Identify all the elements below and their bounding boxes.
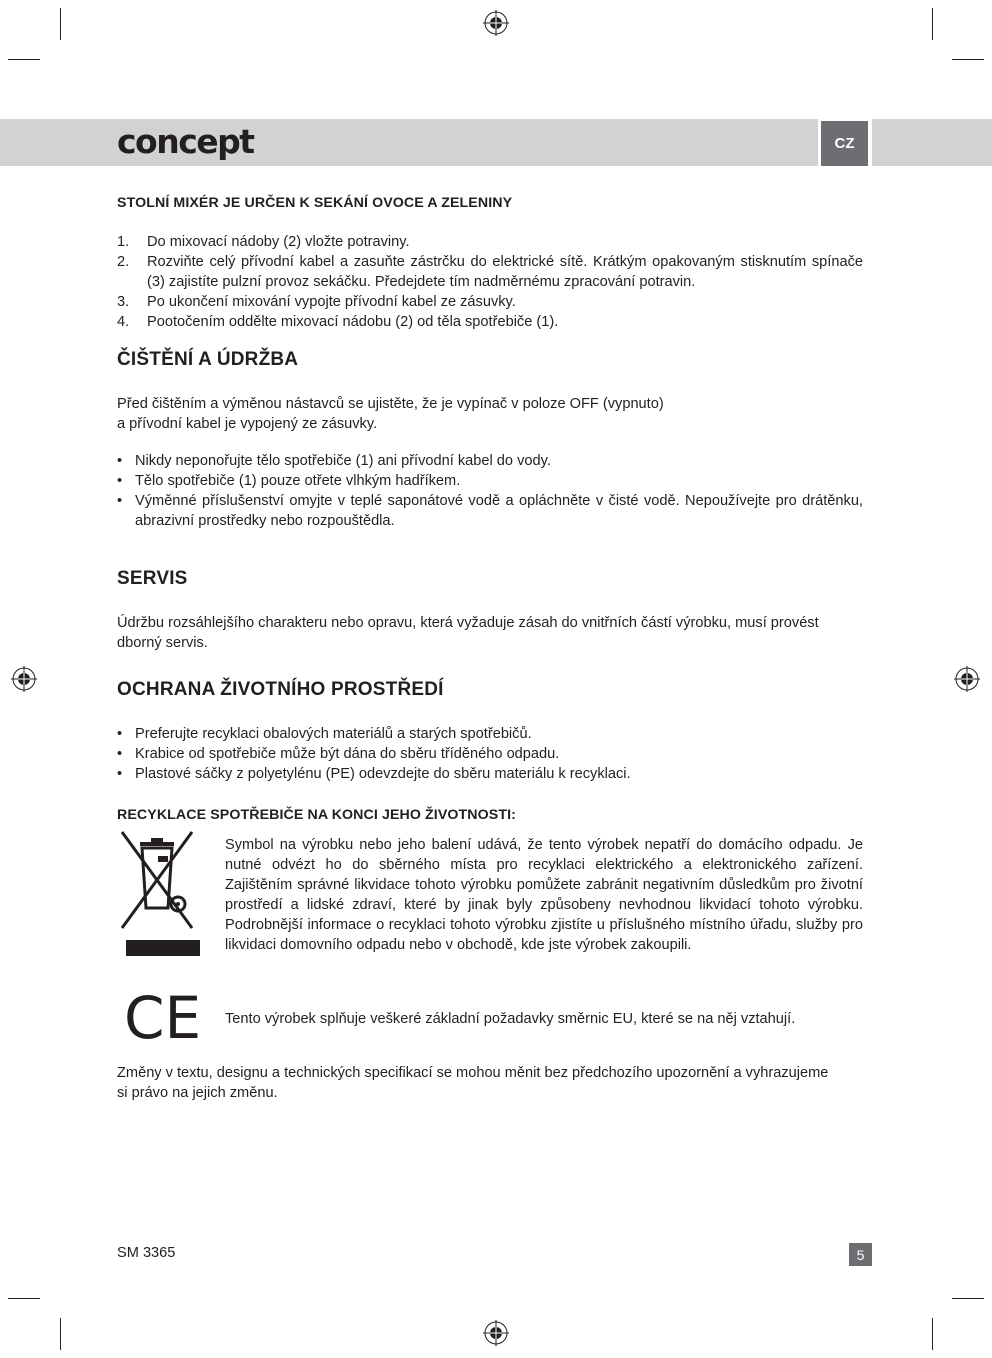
crop-mark bbox=[60, 1318, 61, 1350]
service-heading: SERVIS bbox=[117, 568, 188, 589]
list-item: 3. Po ukončení mixování vypojte přívodní kabel ze zásuvky. bbox=[117, 294, 516, 310]
page-number: 5 bbox=[849, 1243, 872, 1266]
list-item: • Plastové sáčky z polyetylénu (PE) odevzdejte do sběru materiálu k recyklaci. bbox=[117, 766, 631, 782]
environment-list bbox=[117, 724, 863, 784]
list-item: • Preferujte recyklaci obalových materiálů a starých spotřebičů. bbox=[117, 726, 532, 742]
disclaimer: Změny v textu, designu a technických specifikací se mohou měnit bez předchozího upozornění a vyhrazujeme si právo na jejich změnu. bbox=[117, 1065, 829, 1101]
crop-mark bbox=[952, 1298, 984, 1299]
crop-mark bbox=[8, 1298, 40, 1299]
crop-mark bbox=[932, 8, 933, 40]
registration-mark-icon bbox=[954, 666, 980, 692]
registration-mark-icon bbox=[483, 1320, 509, 1346]
svg-text:CE: CE bbox=[124, 989, 202, 1045]
service-text: Údržbu rozsáhlejšího charakteru nebo opravu, která vyžaduje zásah do vnitřních částí výrobku, musí provést dborný servis. bbox=[117, 615, 819, 651]
ce-mark-icon bbox=[124, 989, 204, 1045]
header-band-right bbox=[872, 119, 992, 166]
list-item: 1. Do mixovací nádoby (2) vložte potraviny. bbox=[117, 234, 410, 250]
list-item: • Krabice od spotřebiče může být dána do sběru tříděného odpadu. bbox=[117, 746, 560, 762]
svg-text:concept: concept bbox=[117, 122, 254, 161]
recycling-heading: RECYKLACE SPOTŘEBIČE NA KONCI JEHO ŽIVOTNOSTI: bbox=[117, 807, 516, 823]
cleaning-list bbox=[117, 451, 863, 531]
list-item: • Nikdy neponořujte tělo spotřebiče (1) ani přívodní kabel do vody. bbox=[117, 453, 551, 469]
ce-text: Tento výrobek splňuje veškeré základní požadavky směrnic EU, které se na něj vztahují. bbox=[225, 1011, 796, 1027]
list-item: • Tělo spotřebiče (1) pouze otřete vlhkým hadříkem. bbox=[117, 473, 461, 489]
crop-mark bbox=[952, 59, 984, 60]
usage-steps bbox=[117, 232, 863, 332]
language-badge: CZ bbox=[821, 121, 868, 166]
list-item: 2. Rozviňte celý přívodní kabel a zasuňte zástrčku do elektrické sítě. Krátkým opakovaným stisknutím spínače (3) zajistíte pulzní provoz sekáčku. Předejdete tím nadměrnému zpracování potravin. bbox=[117, 254, 863, 290]
usage-heading: STOLNÍ MIXÉR JE URČEN K SEKÁNÍ OVOCE A ZELENINY bbox=[117, 195, 513, 211]
registration-mark-icon bbox=[483, 10, 509, 36]
cleaning-intro: Před čištěním a výměnou nástavců se ujistěte, že je vypínač v poloze OFF (vypnuto) a přívodní kabel je vypojený ze zásuvky. bbox=[117, 396, 664, 432]
registration-mark-icon bbox=[11, 666, 37, 692]
crop-mark bbox=[932, 1318, 933, 1350]
concept-logo bbox=[117, 120, 277, 164]
environment-heading: OCHRANA ŽIVOTNÍHO PROSTŘEDÍ bbox=[117, 679, 444, 700]
crop-mark bbox=[60, 8, 61, 40]
weee-crossed-bin-icon bbox=[120, 830, 204, 960]
list-item: • Výměnné příslušenství omyjte v teplé saponátové vodě a opláchněte v čisté vodě. Nepoužívejte pro drátěnku, abrazivní prostředky nebo rozpouštědla. bbox=[117, 493, 863, 529]
cleaning-heading: ČIŠTĚNÍ A ÚDRŽBA bbox=[117, 349, 299, 370]
model-number: SM 3365 bbox=[117, 1245, 176, 1261]
list-item: 4. Pootočením oddělte mixovací nádobu (2) od těla spotřebiče (1). bbox=[117, 314, 559, 330]
recycling-text: Symbol na výrobku nebo jeho balení udává, že tento výrobek nepatří do domácího odpadu. Je nutné odvézt ho do sběrného místa pro recyklaci elektrického a elektronického zařízení. Zajištěním správné likvidace tohoto výrobku pomůžete zabránit negativním důsledkům pro životní prostředí a lidské zdraví, které by jinak byly způsobeny nevhodnou likvidací tohoto výrobku. Podrobnější informace o recyklaci tohoto výrobku zjistíte u příslušného místního úřadu, služby pro likvidaci domovního odpadu nebo v obchodě, kde jste výrobek zakoupili. bbox=[225, 837, 863, 953]
crop-mark bbox=[8, 59, 40, 60]
